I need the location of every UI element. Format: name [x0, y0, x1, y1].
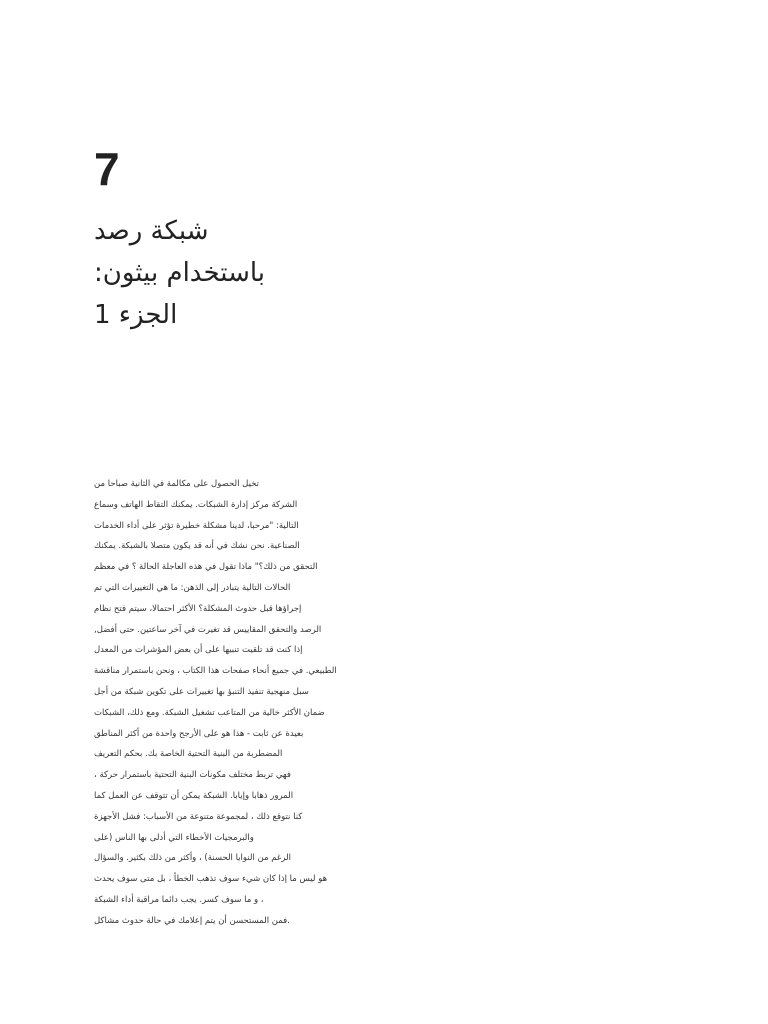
body-line: التالية: "مرحبا، لدينا مشكلة خطيرة تؤثر على أداء الخدمات — [94, 520, 299, 531]
body-paragraph — [94, 474, 394, 932]
body-line: إجراؤها قبل حدوث المشكلة؟ الأكثر احتمالا، سيتم فتح نظام — [94, 603, 302, 614]
body-line: التحقق من ذلك؟" ماذا تقول في هذه العاجلة الحالة ؟ في معظم — [94, 562, 318, 573]
body-line: بعيدة عن ثابت - هذا هو على الأرجح واحدة من أكثر المناطق — [94, 728, 304, 739]
body-line: سبل منهجية تنفيذ التنبؤ بها تغييرات على تكوين شبكة من أجل — [94, 686, 309, 697]
body-line: تخيل الحصول على مكالمة في الثانية صباحا من — [94, 479, 259, 489]
body-line: الحالات التالية يتبادر إلى الذهن: ما هي التغييرات التي تم — [94, 582, 291, 593]
body-line: الرغم من النوايا الحسنة) ، وأكثر من ذلك بكثير. والسؤال — [94, 853, 291, 864]
body-line: .فمن المستحسن أن يتم إعلامك في حالة حدوث مشاكل — [94, 915, 290, 926]
body-line: هو ليس ما إذا كان شيء سوف تذهب الخطأ ، بل متى سوف يحدث — [94, 874, 328, 885]
body-line: إذا كنت قد تلقيت تنبيها على أن بعض المؤشرات من المعدل — [94, 645, 303, 656]
body-line: المضطربة من البنية التحتية الخاصة بك. بحكم التعريف — [94, 749, 283, 760]
body-line: الشركة مركز إدارة الشبكات. يمكنك التقاط الهاتف وسماع — [94, 499, 298, 510]
body-line: كنا نتوقع ذلك ، لمجموعة متنوعة من الأسباب: فشل الأجهزة — [94, 811, 303, 822]
body-line: ضمان الأكثر خالية من المتاعب تشغيل الشبكة. ومع ذلك، الشبكات — [94, 707, 325, 718]
body-line: فهي تربط مختلف مكونات البنية التحتية باستمرار حركة ، — [94, 770, 291, 781]
chapter-title-line-1: شبكة رصد — [94, 216, 209, 246]
chapter-title-line-2: باستخدام بيثون: — [94, 258, 266, 288]
chapter-number: 7 — [94, 143, 120, 195]
body-line: والبرمجيات الأخطاء التي أدلى بها الناس (على — [94, 832, 254, 843]
body-line: ، و ما سوف كسر. يجب دائما مراقبة أداء الشبكة — [94, 894, 264, 905]
body-line: المرور ذهابا وإيابا. الشبكة يمكن أن تتوقف عن العمل كما — [94, 790, 294, 801]
chapter-title — [94, 218, 265, 344]
body-line: الصناعية. نحن نشك في أنه قد يكون متصلا بالشبكة. يمكنك — [94, 541, 300, 552]
body-line: الطبيعي. في جميع أنحاء صفحات هذا الكتاب ، ونحن باستمرار مناقشة — [94, 666, 337, 677]
chapter-title-line-3: الجزء 1 — [94, 300, 178, 330]
body-line: الرصد والتحقق المقاييس قد تغيرت في آخر ساعتين. حتى أفضل, — [94, 624, 322, 635]
